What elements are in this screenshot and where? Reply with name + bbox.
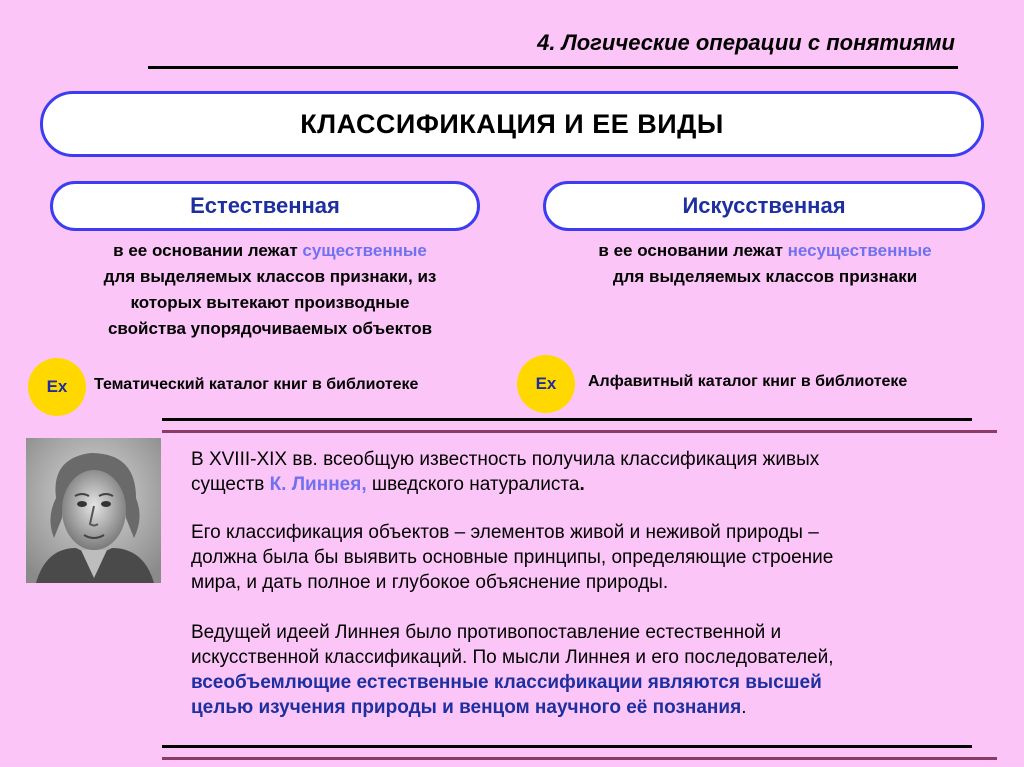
history-line: должна была бы выявить основные принципы, определяющие строение xyxy=(191,547,834,568)
separator-rule xyxy=(162,418,972,421)
history-emphasis: целью изучения природы и венцом научного её познания xyxy=(191,697,742,718)
natural-example-text: Тематический каталог книг в библиотеке xyxy=(94,376,419,393)
section-divider xyxy=(148,66,958,69)
history-line: В XVIII-XIX вв. всеобщую известность получила классификация живых xyxy=(191,449,820,470)
artificial-desc-prefix: в ее основании лежат xyxy=(598,241,788,260)
natural-desc-line: для выделяемых классов признаки, из xyxy=(103,267,437,286)
history-text: . xyxy=(579,474,585,495)
main-title: КЛАССИФИКАЦИЯ И ЕЕ ВИДЫ xyxy=(300,108,724,139)
natural-desc-highlight: существенные xyxy=(302,241,427,260)
artificial-desc-highlight: несущественные xyxy=(787,241,932,260)
history-paragraph-3 xyxy=(191,620,991,720)
history-emphasis: всеобъемлющие естественные классификации являются высшей xyxy=(191,672,822,693)
history-line: Ведущей идеей Линнея было противопоставление естественной и xyxy=(191,622,782,643)
natural-label-box xyxy=(50,181,480,231)
history-line: мира, и дать полное и глубокое объяснение природы. xyxy=(191,572,669,593)
example-badge-natural xyxy=(28,358,86,416)
portrait-image xyxy=(26,438,161,583)
artificial-label: Искусственная xyxy=(682,193,846,218)
history-line: Его классификация объектов – элементов живой и неживой природы – xyxy=(191,522,819,543)
linnaeus-portrait xyxy=(26,438,161,583)
history-text: шведского натуралиста xyxy=(366,474,580,495)
history-text: . xyxy=(741,697,747,718)
natural-description xyxy=(40,238,500,342)
bottom-rule xyxy=(162,745,972,748)
example-badge-label: Ex xyxy=(535,374,557,393)
history-text: существ xyxy=(191,474,270,495)
artificial-example-text: Алфавитный каталог книг в библиотеке xyxy=(588,373,908,390)
linnaeus-name: К. Линнея, xyxy=(269,474,367,495)
artificial-desc-line: для выделяемых классов признаки xyxy=(612,267,918,286)
separator-rule xyxy=(162,430,997,433)
example-badge-artificial xyxy=(517,355,575,413)
example-badge-label: Ex xyxy=(46,377,68,396)
main-title-banner xyxy=(40,91,984,157)
natural-desc-line: свойства упорядочиваемых объектов xyxy=(107,319,433,338)
artificial-description xyxy=(530,238,1000,290)
history-paragraph-1 xyxy=(191,447,981,497)
bottom-rule xyxy=(162,757,997,760)
natural-desc-line: которых вытекают производные xyxy=(130,293,410,312)
natural-label: Естественная xyxy=(190,193,340,218)
history-line: искусственной классификаций. По мысли Линнея и его последователей, xyxy=(191,647,834,668)
artificial-label-box xyxy=(543,181,985,231)
natural-desc-prefix: в ее основании лежат xyxy=(113,241,303,260)
section-title: 4. Логические операции с понятиями xyxy=(537,30,955,55)
history-paragraph-2 xyxy=(191,520,991,595)
